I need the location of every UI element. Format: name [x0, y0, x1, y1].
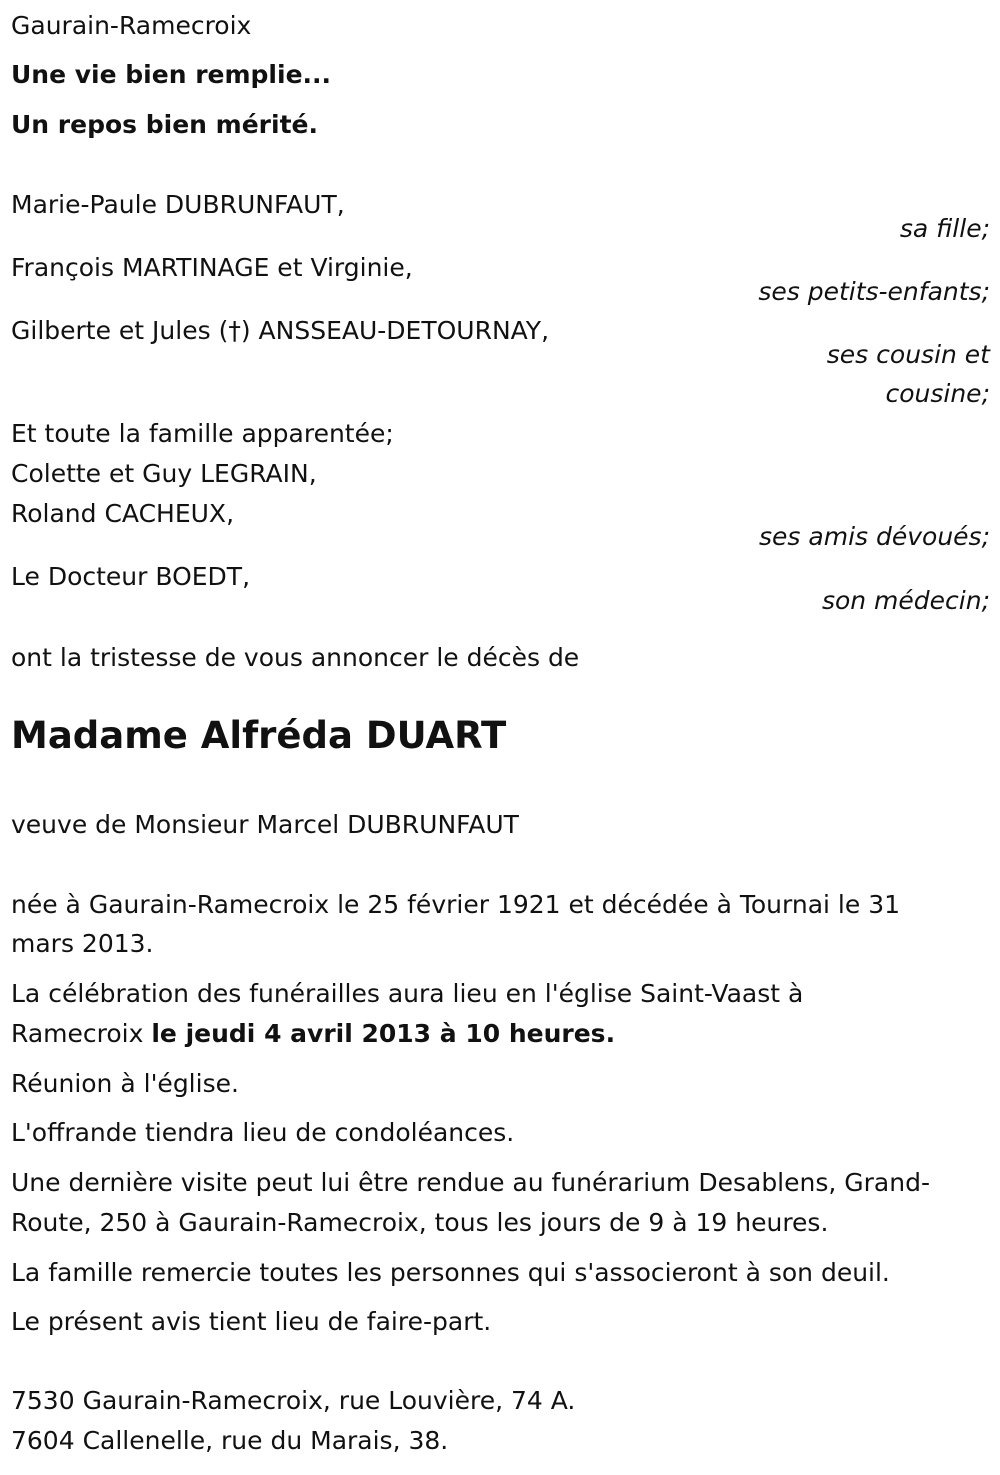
friend-line-2: Roland CACHEUX,: [11, 499, 235, 528]
address-line-1: 7530 Gaurain-Ramecroix, rue Louvière, 74 A.: [11, 1386, 576, 1415]
notice-note: Le présent avis tient lieu de faire-part.: [11, 1307, 492, 1336]
town-heading: Gaurain-Ramecroix: [11, 11, 252, 40]
daughter-name: Marie-Paule DUBRUNFAUT,: [11, 190, 345, 219]
address-line-2: 7604 Callenelle, rue du Marais, 38.: [11, 1426, 449, 1455]
thanks-note: La famille remercie toutes les personnes qui s'associeront à son deuil.: [11, 1258, 890, 1287]
ceremony-line-2: [11, 1019, 615, 1049]
cousins-role-line-1: ses cousin et: [826, 340, 990, 369]
announcement-intro: ont la tristesse de vous annoncer le décès de: [11, 643, 580, 672]
doctor-name: Le Docteur BOEDT,: [11, 562, 251, 591]
widow-of: veuve de Monsieur Marcel DUBRUNFAUT: [11, 810, 519, 839]
friends-role: ses amis dévoués;: [759, 522, 990, 551]
ceremony-line-1: La célébration des funérailles aura lieu en l'église Saint-Vaast à: [11, 979, 804, 1008]
ceremony-place: Ramecroix: [11, 1019, 152, 1048]
grandchildren-names: François MARTINAGE et Virginie,: [11, 253, 413, 282]
birth-death-line-2: mars 2013.: [11, 929, 154, 958]
offering-note: L'offrande tiendra lieu de condoléances.: [11, 1118, 515, 1147]
extended-family: Et toute la famille apparentée;: [11, 419, 394, 448]
meeting-note: Réunion à l'église.: [11, 1069, 239, 1098]
motto-line-2: Un repos bien mérité.: [11, 110, 318, 139]
daughter-role: sa fille;: [899, 214, 990, 243]
cousins-role-line-2: cousine;: [885, 379, 990, 408]
visit-line-2: Route, 250 à Gaurain-Ramecroix, tous les jours de 9 à 19 heures.: [11, 1208, 829, 1237]
cousins-names: Gilberte et Jules (†) ANSSEAU-DETOURNAY,: [11, 316, 550, 345]
ceremony-date-time: le jeudi 4 avril 2013 à 10 heures.: [151, 1019, 616, 1048]
motto-line-1: Une vie bien remplie...: [11, 60, 332, 89]
birth-death-line-1: née à Gaurain-Ramecroix le 25 février 1921 et décédée à Tournai le 31: [11, 890, 901, 919]
deceased-name: Madame Alfréda DUART: [11, 714, 507, 757]
friend-line-1: Colette et Guy LEGRAIN,: [11, 459, 317, 488]
grandchildren-role: ses petits-enfants;: [758, 277, 990, 306]
visit-line-1: Une dernière visite peut lui être rendue au funérarium Desablens, Grand-: [11, 1168, 930, 1197]
doctor-role: son médecin;: [821, 586, 990, 615]
